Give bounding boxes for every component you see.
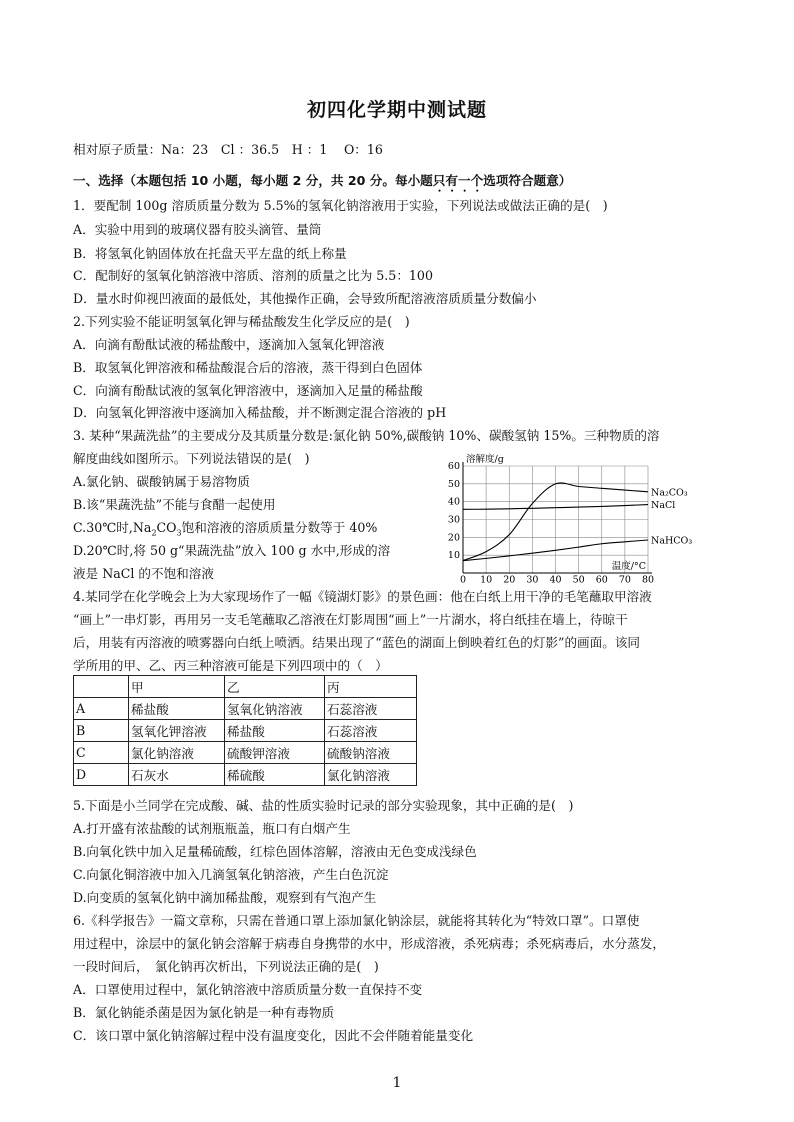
q5-stem: 5.下面是小兰同学在完成酸、碱、盐的性质实验时记录的部分实验现象，其中正确的是( ) [73, 798, 574, 813]
series-label: NaCl [651, 500, 676, 512]
table-cell: 石蕊溶液 [325, 720, 417, 742]
table-cell: 稀盐酸 [129, 698, 225, 720]
table-cell: 氢氧化钠溶液 [225, 698, 325, 720]
q1-stem: 1．要配制 100g 溶质质量分数为 5.5%的氢氧化钠溶液用于实验，下列说法或做法正确的是( ) [73, 198, 608, 213]
table-row [74, 720, 417, 742]
q6-stem-1: 6.《科学报告》一篇文章称，只需在普通口罩上添加氯化钠涂层，就能将其转化为“特效口罩”。口罩使 [73, 913, 640, 928]
table-cell: C [74, 742, 129, 764]
q4-stem-1: 4.某同学在化学晚会上为大家现场作了一幅《镜湖灯影》的景色画：他在白纸上用干净的毛笔蘸取甲溶液 [73, 589, 652, 604]
table-cell: 氯化钠溶液 [325, 764, 417, 786]
table-cell: 氢氧化钾溶液 [129, 720, 225, 742]
table-cell [74, 676, 129, 698]
table-cell: 乙 [225, 676, 325, 698]
table-cell: 硫酸钠溶液 [325, 742, 417, 764]
table-cell: 石蕊溶液 [325, 698, 417, 720]
q4-options-table [73, 675, 417, 786]
q3-c-sub: 2 [151, 528, 157, 538]
x-tick-label: 10 [480, 574, 493, 583]
solubility-chart [438, 448, 698, 583]
q6-option-a: A．口罩使用过程中，氯化钠溶液中溶质质量分数一直保持不变 [73, 982, 423, 997]
page-title: 初四化学期中测试题 [306, 99, 487, 121]
q1-option-d: D．量水时仰视凹液面的最低处，其他操作正确，会导致所配溶液溶质质量分数偏小 [73, 291, 537, 306]
table-cell: 稀盐酸 [225, 720, 325, 742]
y-tick-label: 10 [447, 550, 460, 562]
q3-option-d-1: D.20℃时,将 50 g“果蔬洗盐”放入 100 g 水中,形成的溶 [73, 543, 391, 558]
x-axis-label: 温度/°C [611, 561, 646, 572]
y-tick-label: 60 [447, 461, 460, 472]
q1-option-a: A．实验中用到的玻璃仪器有胶头滴管、量筒 [73, 222, 322, 237]
y-tick-label: 20 [447, 532, 460, 544]
section-heading-emphasis: 只有一个 [432, 173, 484, 188]
x-tick-label: 50 [572, 574, 585, 583]
table-cell: A [74, 698, 129, 720]
atomic-mass-line: 相对原子质量：Na：23 Cl ：36.5 H ：1 O：16 [73, 142, 383, 157]
q2-option-a: A．向滴有酚酞试液的稀盐酸中，逐滴加入氢氧化钾溶液 [73, 337, 385, 352]
x-tick-label: 0 [459, 574, 467, 583]
x-tick-label: 30 [526, 574, 539, 583]
q5-option-d: D.向变质的氢氧化钠中滴加稀盐酸，观察到有气泡产生 [73, 890, 377, 905]
q3-c-pre: C.30℃时,Na [73, 520, 152, 535]
q6-option-b: B．氯化钠能杀菌是因为氯化钠是一种有毒物质 [73, 1005, 335, 1020]
q3-option-d-2: 液是 NaCl 的不饱和溶液 [73, 566, 214, 581]
q4-stem-4: 学所用的甲、乙、丙三种溶液可能是下列四项中的（ ） [73, 658, 388, 673]
table-cell: 丙 [325, 676, 417, 698]
chart-grid [463, 466, 648, 573]
x-tick-label: 40 [549, 574, 562, 583]
y-tick-label: 30 [447, 514, 460, 526]
q1-option-c: C．配制好的氢氧化钠溶液中溶质、溶剂的质量之比为 5.5：100 [73, 268, 433, 283]
table-cell: B [74, 720, 129, 742]
y-tick-label: 50 [447, 478, 460, 490]
section-heading-pre: 一、选择（本题包括 10 小题，每小题 2 分，共 20 分。每小题 [73, 173, 433, 188]
x-tick-label: 60 [595, 574, 608, 583]
q2-option-d: D．向氢氧化钾溶液中逐滴加入稀盐酸，并不断测定混合溶液的 pH [73, 405, 447, 420]
page-number: 1 [392, 1075, 402, 1091]
y-axis-label: 溶解度/g [466, 454, 504, 465]
q5-option-a: A.打开盛有浓盐酸的试剂瓶瓶盖，瓶口有白烟产生 [73, 821, 351, 836]
table-row [74, 764, 417, 786]
series-label: NaHCO₃ [651, 535, 693, 547]
chart-labels [448, 453, 692, 583]
q3-stem-1: 3. 某种“果蔬洗盐”的主要成分及其质量分数是:氯化钠 50%,碳酸钠 10%、碳酸氢钠 15%。三种物质的溶 [73, 428, 660, 443]
table-row [74, 742, 417, 764]
q3-c-post: 饱和溶液的溶质质量分数等于 40% [181, 520, 378, 535]
chart-axes [463, 462, 652, 573]
x-tick-label: 20 [503, 574, 516, 583]
q3-option-a: A.氯化钠、碳酸钠属于易溶物质 [73, 474, 250, 489]
table-cell: 甲 [129, 676, 225, 698]
table-row [74, 698, 417, 720]
q2-option-b: B．取氢氧化钾溶液和稀盐酸混合后的溶液，蒸干得到白色固体 [73, 360, 423, 375]
q3-option-c [73, 519, 377, 543]
q6-stem-2: 用过程中，涂层中的氯化钠会溶解于病毒自身携带的水中，形成溶液，杀死病毒；杀死病毒后，水分蒸发， [73, 936, 665, 951]
section-heading [73, 172, 571, 195]
x-tick-label: 80 [641, 574, 655, 583]
q1-option-b: B．将氢氧化钠固体放在托盘天平左盘的纸上称量 [73, 246, 347, 261]
table-cell: 硫酸钾溶液 [225, 742, 325, 764]
q5-option-b: B.向氧化铁中加入足量稀硫酸，红棕色固体溶解，溶液由无色变成浅绿色 [73, 844, 477, 859]
q6-stem-3: 一段时间后， 氯化钠再次析出，下列说法正确的是( ) [73, 959, 379, 974]
table-cell: 石灰水 [129, 764, 225, 786]
table-cell: 氯化钠溶液 [129, 742, 225, 764]
series-label: Na₂CO₃ [651, 487, 688, 499]
x-tick-label: 70 [618, 574, 631, 583]
table-cell: 稀硫酸 [225, 764, 325, 786]
q4-stem-3: 后，用装有丙溶液的喷雾器向白纸上喷洒。结果出现了“蓝色的湖面上倒映着红色的灯影”的画面。该同 [73, 635, 641, 650]
q4-stem-2: “画上”一串灯影，再用另一支毛笔蘸取乙溶液在灯影周围“画上”一片湖水，将白纸挂在墙上，待晾干 [73, 612, 628, 627]
table-cell: D [74, 764, 129, 786]
q5-option-c: C.向氯化铜溶液中加入几滴氢氧化钠溶液，产生白色沉淀 [73, 867, 389, 882]
q3-option-b: B.该“果蔬洗盐”不能与食醋一起使用 [73, 497, 276, 512]
table-header-row [74, 676, 417, 698]
q3-stem-2: 解度曲线如图所示。下列说法错误的是( ) [73, 451, 310, 466]
q6-option-c: C．该口罩中氯化钠溶解过程中没有温度变化，因此不会伴随着能量变化 [73, 1028, 474, 1043]
section-heading-post: 选项符合题意） [483, 173, 572, 188]
q2-stem: 2.下列实验不能证明氢氧化钾与稀盐酸发生化学反应的是( ) [73, 314, 410, 329]
q2-option-c: C．向滴有酚酞试液的氢氧化钾溶液中，逐滴加入足量的稀盐酸 [73, 383, 423, 398]
y-tick-label: 40 [447, 496, 460, 508]
q3-c-sub2: 3 [176, 528, 182, 538]
q3-c-mid: CO [156, 520, 177, 535]
